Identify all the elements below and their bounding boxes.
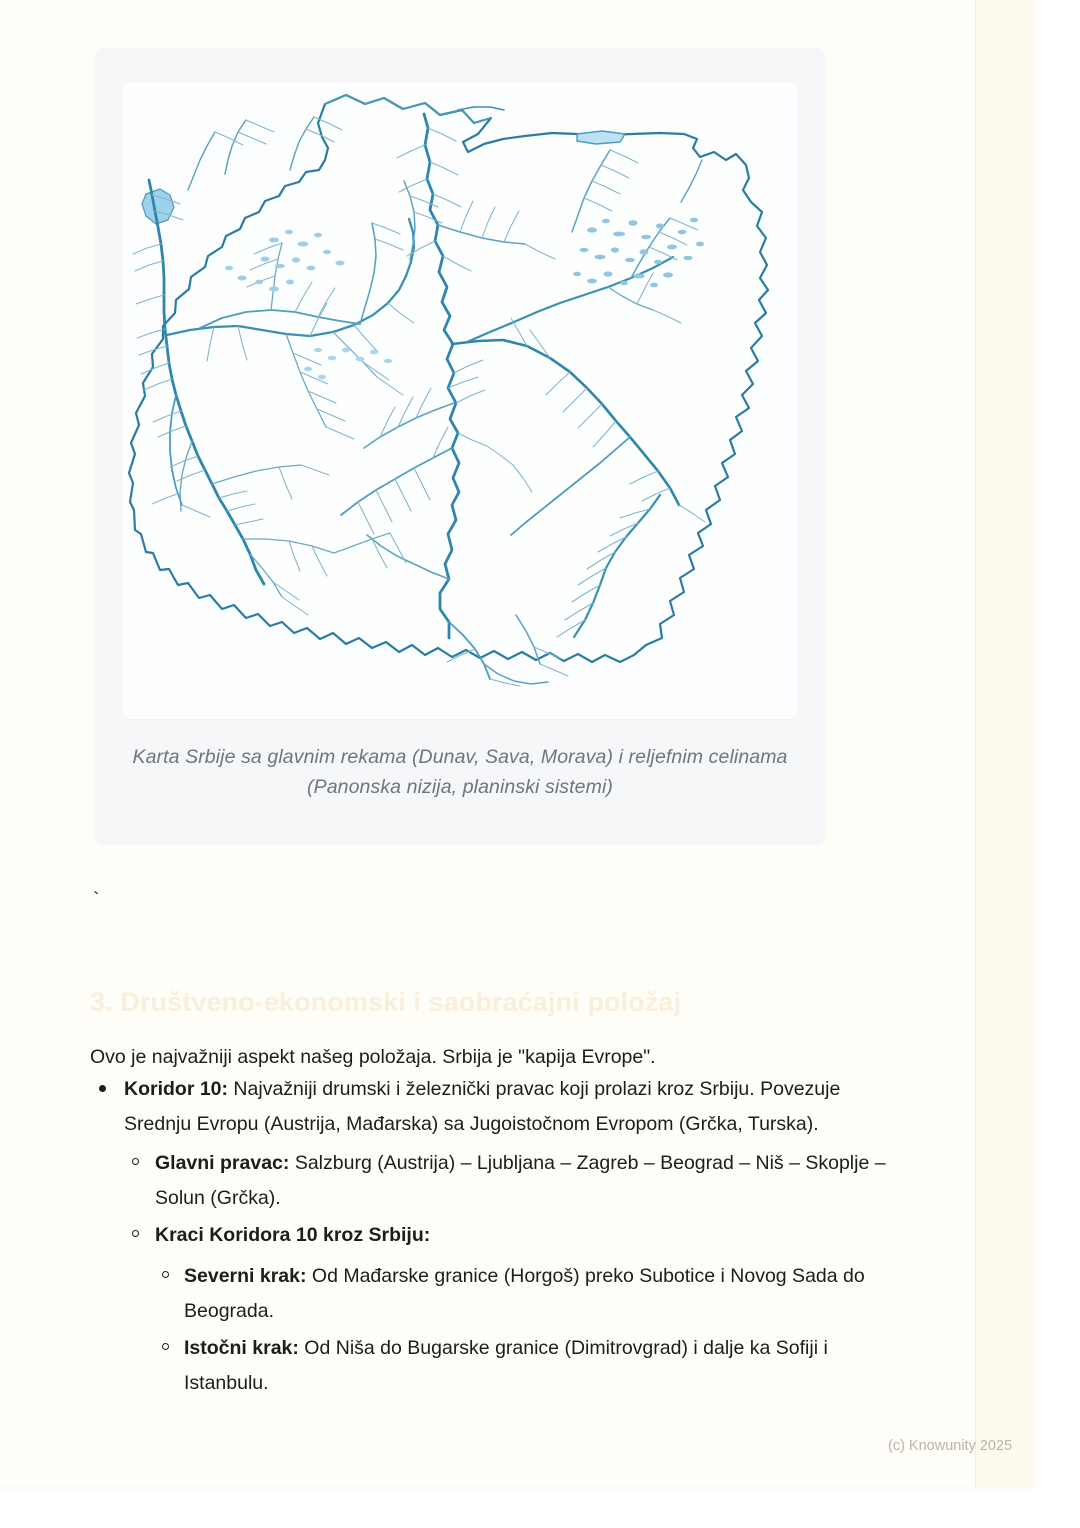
caption-line-2: (Panonska nizija, planinski sistemi) xyxy=(307,776,613,798)
bullet-circle-icon xyxy=(132,1158,139,1165)
bullet-list xyxy=(90,1072,890,1401)
river-poprad xyxy=(484,664,548,684)
river-parseta xyxy=(225,120,246,174)
bullet-level-3 xyxy=(155,1259,890,1401)
bullet-level-2 xyxy=(124,1146,890,1401)
bullet-circle-icon xyxy=(132,1230,139,1237)
figure-caption xyxy=(128,742,792,802)
lagoon-fill xyxy=(142,189,174,224)
list-item xyxy=(90,1072,890,1401)
list-item xyxy=(155,1259,890,1329)
list-item-body xyxy=(124,1072,890,1142)
list-item-label: Istočni krak: xyxy=(184,1337,299,1359)
list-item xyxy=(155,1331,890,1401)
map-panel[interactable] xyxy=(122,82,798,719)
bullet-circle-icon xyxy=(162,1271,169,1278)
list-item-text: Najvažniji drumski i železnički pravac koji prolazi kroz Srbiju. Povezuje Srednju Evropu (Austrija, Mađarska) sa Jugoistočnom Evropom (Grčka, Turska). xyxy=(124,1078,841,1135)
stray-code-mark: ` xyxy=(90,890,103,913)
list-item-label: Koridor 10: xyxy=(124,1078,229,1100)
list-item-body xyxy=(155,1146,890,1216)
list-item-label: Glavni pravac: xyxy=(155,1152,290,1174)
list-item-text: Salzburg (Austrija) – Ljubljana – Zagreb – Beograd – Niš – Skoplje – Solun (Grčka). xyxy=(155,1152,886,1209)
caption-line-1: Karta Srbije sa glavnim rekama (Dunav, Sava, Morava) i reljefnim celinama xyxy=(132,746,788,768)
watermark: (c) Knowunity 2025 xyxy=(888,1438,1013,1454)
list-item-body xyxy=(155,1218,890,1253)
list-item-body xyxy=(184,1331,890,1401)
river-rega xyxy=(188,132,215,190)
river-slupia xyxy=(290,117,314,170)
list-item-text: Od Mađarske granice (Horgoš) preko Subotice i Novog Sada do Beograda. xyxy=(184,1265,865,1322)
poland-river-map-svg xyxy=(122,82,798,719)
list-item xyxy=(124,1146,890,1216)
section-intro-paragraph: Ovo je najvažniji aspekt našeg položaja. Srbija je "kapija Evrope". xyxy=(90,1045,656,1068)
list-item xyxy=(124,1218,890,1401)
list-item-label: Severni krak: xyxy=(184,1265,307,1287)
figure-card xyxy=(94,48,826,845)
section-heading: 3. Društveno-ekonomski i saobraćajni položaj xyxy=(90,987,682,1018)
hel-peninsula xyxy=(458,107,504,110)
bullet-level-1 xyxy=(90,1072,890,1401)
bullet-disc-icon xyxy=(99,1085,106,1092)
vistula-lagoon xyxy=(577,131,625,144)
bullet-circle-icon xyxy=(162,1343,169,1350)
list-item-body xyxy=(184,1259,890,1329)
list-item-label: Kraci Koridora 10 kroz Srbiju: xyxy=(155,1224,431,1246)
list-item-text: Od Niša do Bugarske granice (Dimitrovgrad) i dalje ka Sofiji i Istanbulu. xyxy=(184,1337,828,1394)
